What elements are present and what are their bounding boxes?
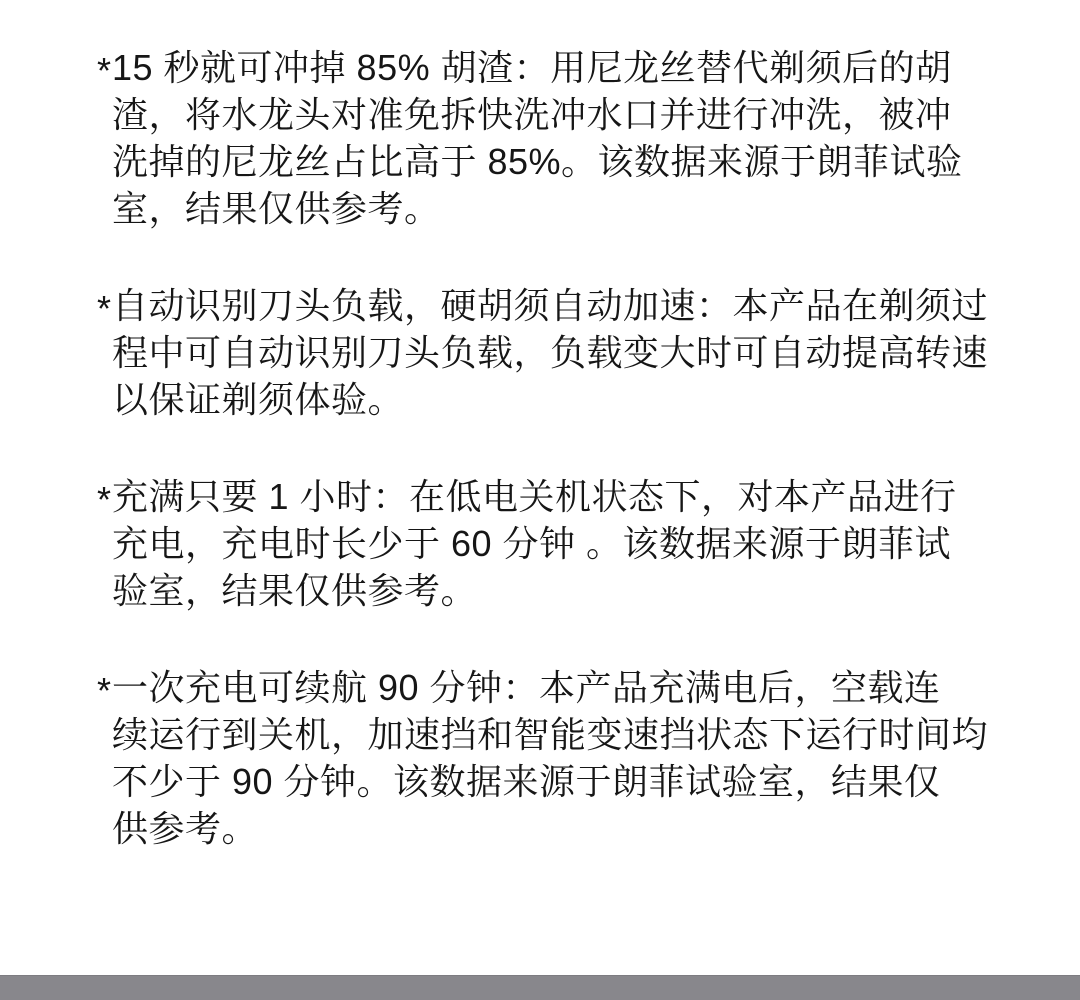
footnote-paragraph [97,664,1012,852]
footnote-line: 程中可自动识别刀头负载，负载变大时可自动提高转速 [112,332,989,373]
footnote-marker: * [97,288,112,329]
footnote-line: 室，结果仅供参考。 [112,188,441,229]
footnote-marker: * [97,479,112,520]
footnotes-section [97,44,1012,852]
footnote-paragraph [97,44,1012,232]
footnote-line: 洗掉的尼龙丝占比高于 85%。该数据来源于朗菲试验 [112,141,963,182]
footnote-line-text: 15 秒就可冲掉 85% 胡渣：用尼龙丝替代剃须后的胡 [112,47,952,88]
footnote-line-text: 自动识别刀头负载，硬胡须自动加速：本产品在剃须过 [112,285,989,326]
footnote-line: 渣，将水龙头对准免拆快洗冲水口并进行冲洗，被冲 [112,94,952,135]
footnote-line-text: 一次充电可续航 90 分钟：本产品充满电后，空载连 [112,667,941,708]
footnote-line: 验室，结果仅供参考。 [112,570,478,611]
footnote-line: 充电，充电时长少于 60 分钟 。该数据来源于朗菲试 [112,523,952,564]
footnote-line [97,664,1012,711]
footnote-line: 不少于 90 分钟。该数据来源于朗菲试验室，结果仅 [112,761,941,802]
footnote-paragraph [97,282,1012,423]
footnote-paragraph [97,473,1012,614]
footnote-line-text: 充满只要 1 小时：在低电关机状态下，对本产品进行 [112,476,957,517]
footnote-line: 续运行到关机，加速挡和智能变速挡状态下运行时间均 [112,714,989,755]
footnote-line [97,282,1012,329]
footnote-line: 以保证剃须体验。 [112,379,405,420]
footnote-marker: * [97,670,112,711]
bottom-bar [0,975,1080,1000]
footnote-marker: * [97,50,112,91]
footnote-line [97,44,1012,91]
footnote-line: 供参考。 [112,808,259,849]
footnote-line [97,473,1012,520]
